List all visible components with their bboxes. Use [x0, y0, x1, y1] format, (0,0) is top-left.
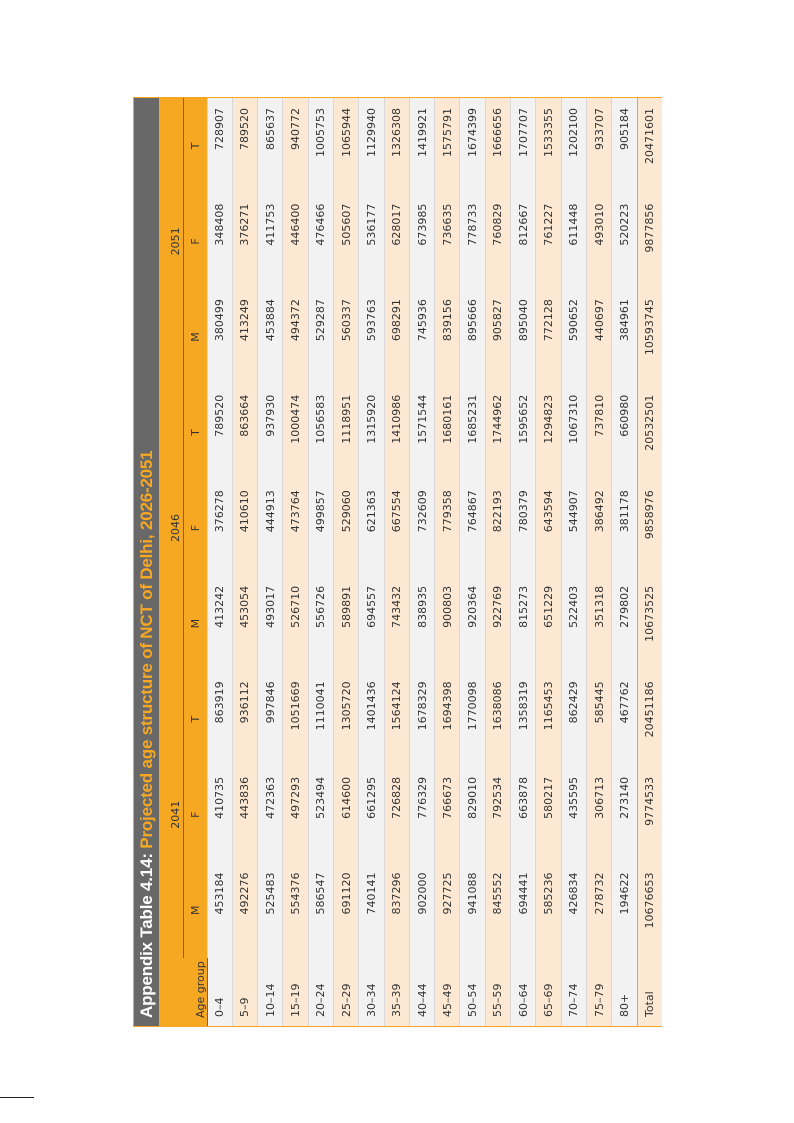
value-cell: 20532501: [637, 385, 662, 481]
age-group-cell: 10–14: [258, 958, 283, 1026]
value-cell: 902000: [409, 862, 434, 958]
value-cell: 732609: [409, 480, 434, 576]
value-cell: 413249: [232, 289, 257, 385]
value-cell: 766673: [435, 767, 460, 863]
year-header-2041: 2041: [159, 671, 183, 958]
value-cell: 1680161: [435, 385, 460, 481]
age-group-cell: 45–49: [435, 958, 460, 1026]
value-cell: 822193: [485, 480, 510, 576]
value-cell: 764867: [460, 480, 485, 576]
value-cell: 937930: [258, 385, 283, 481]
value-cell: 1678329: [409, 671, 434, 767]
value-cell: 453884: [258, 289, 283, 385]
value-cell: 306713: [586, 767, 611, 863]
value-cell: 472363: [258, 767, 283, 863]
age-group-cell: 25–29: [333, 958, 358, 1026]
value-cell: 10676653: [637, 862, 662, 958]
col-header-t: T: [188, 429, 202, 436]
value-cell: 792534: [485, 767, 510, 863]
value-cell: 660980: [612, 385, 637, 481]
value-cell: 386492: [586, 480, 611, 576]
value-cell: 726828: [384, 767, 409, 863]
age-group-cell: 30–34: [359, 958, 384, 1026]
value-cell: 1056583: [308, 385, 333, 481]
value-cell: 536177: [359, 194, 384, 290]
value-cell: 348408: [207, 194, 232, 290]
value-cell: 492276: [232, 862, 257, 958]
table-row: [359, 98, 384, 1026]
year-header-2051: 2051: [159, 98, 183, 385]
age-group-cell: 75–79: [586, 958, 611, 1026]
value-cell: 278732: [586, 862, 611, 958]
value-cell: 1564124: [384, 671, 409, 767]
value-cell: 1410986: [384, 385, 409, 481]
value-cell: 411753: [258, 194, 283, 290]
value-cell: 376271: [232, 194, 257, 290]
table-row: [561, 98, 586, 1026]
value-cell: 590652: [561, 289, 586, 385]
value-cell: 667554: [384, 480, 409, 576]
value-cell: 940772: [283, 98, 308, 194]
value-cell: 384961: [612, 289, 637, 385]
age-group-cell: 60–64: [511, 958, 536, 1026]
table-row: [384, 98, 409, 1026]
value-cell: 586547: [308, 862, 333, 958]
col-header-m: M: [188, 618, 202, 629]
value-cell: 663878: [511, 767, 536, 863]
age-group-cell: 20–24: [308, 958, 333, 1026]
value-cell: 863919: [207, 671, 232, 767]
value-cell: 643594: [536, 480, 561, 576]
value-cell: 1575791: [435, 98, 460, 194]
value-cell: 1666656: [485, 98, 510, 194]
value-cell: 1744962: [485, 385, 510, 481]
value-cell: 20451186: [637, 671, 662, 767]
age-group-cell: 50–54: [460, 958, 485, 1026]
value-cell: 621363: [359, 480, 384, 576]
value-cell: 529060: [333, 480, 358, 576]
value-cell: 900803: [435, 576, 460, 672]
value-cell: 780379: [511, 480, 536, 576]
sex-header-row: [183, 98, 207, 1026]
table-row: [536, 98, 561, 1026]
value-cell: 9858976: [637, 480, 662, 576]
value-cell: 1419921: [409, 98, 434, 194]
value-cell: 737810: [586, 385, 611, 481]
col-header-f: F: [188, 811, 202, 818]
value-cell: 691120: [333, 862, 358, 958]
table-row: [409, 98, 434, 1026]
table-row: [435, 98, 460, 1026]
value-cell: 1685231: [460, 385, 485, 481]
value-cell: 453184: [207, 862, 232, 958]
value-cell: 1005753: [308, 98, 333, 194]
value-cell: 1129940: [359, 98, 384, 194]
value-cell: 380499: [207, 289, 232, 385]
value-cell: 1595652: [511, 385, 536, 481]
col-header-m: M: [188, 905, 202, 915]
value-cell: 1571544: [409, 385, 434, 481]
value-cell: 1315920: [359, 385, 384, 481]
age-group-cell: 70–74: [561, 958, 586, 1026]
value-cell: 494372: [283, 289, 308, 385]
age-group-cell: 0–4: [207, 958, 232, 1026]
value-cell: 673985: [409, 194, 434, 290]
col-header-f: F: [188, 238, 202, 245]
value-cell: 611448: [561, 194, 586, 290]
value-cell: 815273: [511, 576, 536, 672]
value-cell: 905184: [612, 98, 637, 194]
value-cell: 772128: [536, 289, 561, 385]
value-cell: 812667: [511, 194, 536, 290]
value-cell: 661295: [359, 767, 384, 863]
age-group-cell: Total: [637, 958, 662, 1026]
value-cell: 779358: [435, 480, 460, 576]
value-cell: 1118951: [333, 385, 358, 481]
value-cell: 413242: [207, 576, 232, 672]
value-cell: 376278: [207, 480, 232, 576]
value-cell: 862429: [561, 671, 586, 767]
value-cell: 863664: [232, 385, 257, 481]
table-row: [333, 98, 358, 1026]
value-cell: 1358319: [511, 671, 536, 767]
age-structure-table-card: [133, 97, 662, 1027]
value-cell: 279802: [612, 576, 637, 672]
value-cell: 905827: [485, 289, 510, 385]
value-cell: 778733: [460, 194, 485, 290]
table-row: [258, 98, 283, 1026]
value-cell: 694441: [511, 862, 536, 958]
age-group-header: Age group: [183, 958, 207, 1026]
table-row: [283, 98, 308, 1026]
table-body: [207, 98, 662, 1026]
value-cell: 493017: [258, 576, 283, 672]
value-cell: 743432: [384, 576, 409, 672]
value-cell: 1202100: [561, 98, 586, 194]
value-cell: 1638086: [485, 671, 510, 767]
value-cell: 789520: [232, 98, 257, 194]
value-cell: 10593745: [637, 289, 662, 385]
value-cell: 10673525: [637, 576, 662, 672]
value-cell: 920364: [460, 576, 485, 672]
value-cell: 740141: [359, 862, 384, 958]
value-cell: 838935: [409, 576, 434, 672]
value-cell: 922769: [485, 576, 510, 672]
col-header-f: F: [188, 524, 202, 532]
value-cell: 446400: [283, 194, 308, 290]
value-cell: 499857: [308, 480, 333, 576]
table-row: [460, 98, 485, 1026]
age-group-cell: 65–69: [536, 958, 561, 1026]
page-footer-rule: [0, 1097, 34, 1098]
value-cell: 1401436: [359, 671, 384, 767]
value-cell: 410610: [232, 480, 257, 576]
value-cell: 789520: [207, 385, 232, 481]
value-cell: 453054: [232, 576, 257, 672]
value-cell: 520223: [612, 194, 637, 290]
value-cell: 1294823: [536, 385, 561, 481]
value-cell: 865637: [258, 98, 283, 194]
value-cell: 522403: [561, 576, 586, 672]
value-cell: 589891: [333, 576, 358, 672]
col-header-t: T: [188, 142, 202, 150]
table-row: [485, 98, 510, 1026]
value-cell: 1000474: [283, 385, 308, 481]
table-row: [232, 98, 257, 1026]
value-cell: 651229: [536, 576, 561, 672]
value-cell: 736635: [435, 194, 460, 290]
value-cell: 997846: [258, 671, 283, 767]
table-title: [134, 98, 159, 1026]
table-row: [511, 98, 536, 1026]
value-cell: 497293: [283, 767, 308, 863]
value-cell: 1305720: [333, 671, 358, 767]
year-header-row: [159, 98, 183, 1026]
table-row: [207, 98, 232, 1026]
table-row: [612, 98, 637, 1026]
value-cell: 837296: [384, 862, 409, 958]
value-cell: 505607: [333, 194, 358, 290]
value-cell: 20471601: [637, 98, 662, 194]
value-cell: 467762: [612, 671, 637, 767]
age-group-cell: 15–19: [283, 958, 308, 1026]
table-title-main: Projected age structure of NCT of Delhi, 2026-2051: [137, 450, 156, 849]
value-cell: 410735: [207, 767, 232, 863]
age-structure-table: [159, 98, 662, 1026]
value-cell: 776329: [409, 767, 434, 863]
value-cell: 760829: [485, 194, 510, 290]
value-cell: 895666: [460, 289, 485, 385]
value-cell: 560337: [333, 289, 358, 385]
value-cell: 1165453: [536, 671, 561, 767]
age-group-cell: 35–39: [384, 958, 409, 1026]
value-cell: 895040: [511, 289, 536, 385]
value-cell: 1051669: [283, 671, 308, 767]
age-group-cell: 40–44: [409, 958, 434, 1026]
age-group-cell: 5–9: [232, 958, 257, 1026]
value-cell: 529287: [308, 289, 333, 385]
age-group-cell: 55–59: [485, 958, 510, 1026]
value-cell: 1707707: [511, 98, 536, 194]
value-cell: 544907: [561, 480, 586, 576]
value-cell: 933707: [586, 98, 611, 194]
table-row: [637, 98, 662, 1026]
value-cell: 351318: [586, 576, 611, 672]
value-cell: 556726: [308, 576, 333, 672]
table-row: [308, 98, 333, 1026]
value-cell: 745936: [409, 289, 434, 385]
value-cell: 839156: [435, 289, 460, 385]
value-cell: 728907: [207, 98, 232, 194]
value-cell: 941088: [460, 862, 485, 958]
value-cell: 585236: [536, 862, 561, 958]
value-cell: 694557: [359, 576, 384, 672]
value-cell: 1065944: [333, 98, 358, 194]
value-cell: 1067310: [561, 385, 586, 481]
value-cell: 473764: [283, 480, 308, 576]
value-cell: 194622: [612, 862, 637, 958]
value-cell: 1326308: [384, 98, 409, 194]
value-cell: 444913: [258, 480, 283, 576]
value-cell: 593763: [359, 289, 384, 385]
value-cell: 435595: [561, 767, 586, 863]
table-row: [586, 98, 611, 1026]
value-cell: 927725: [435, 862, 460, 958]
value-cell: 585445: [586, 671, 611, 767]
value-cell: 525483: [258, 862, 283, 958]
value-cell: 1674399: [460, 98, 485, 194]
year-header-2046: 2046: [159, 385, 183, 672]
value-cell: 698291: [384, 289, 409, 385]
value-cell: 1110041: [308, 671, 333, 767]
value-cell: 526710: [283, 576, 308, 672]
value-cell: 9774533: [637, 767, 662, 863]
value-cell: 1533355: [536, 98, 561, 194]
value-cell: 761227: [536, 194, 561, 290]
value-cell: 440697: [586, 289, 611, 385]
value-cell: 628017: [384, 194, 409, 290]
value-cell: 829010: [460, 767, 485, 863]
value-cell: 1694398: [435, 671, 460, 767]
col-header-t: T: [188, 715, 202, 723]
age-group-cell: 80+: [612, 958, 637, 1026]
value-cell: 1770098: [460, 671, 485, 767]
col-header-m: M: [188, 332, 202, 342]
value-cell: 426834: [561, 862, 586, 958]
value-cell: 554376: [283, 862, 308, 958]
value-cell: 9877856: [637, 194, 662, 290]
value-cell: 476466: [308, 194, 333, 290]
value-cell: 845552: [485, 862, 510, 958]
table-title-prefix: Appendix Table 4.14:: [137, 853, 156, 1018]
value-cell: 523494: [308, 767, 333, 863]
value-cell: 936112: [232, 671, 257, 767]
value-cell: 614600: [333, 767, 358, 863]
value-cell: 381178: [612, 480, 637, 576]
value-cell: 443836: [232, 767, 257, 863]
value-cell: 273140: [612, 767, 637, 863]
value-cell: 493010: [586, 194, 611, 290]
value-cell: 580217: [536, 767, 561, 863]
age-group-header-spacer: [159, 958, 183, 1026]
